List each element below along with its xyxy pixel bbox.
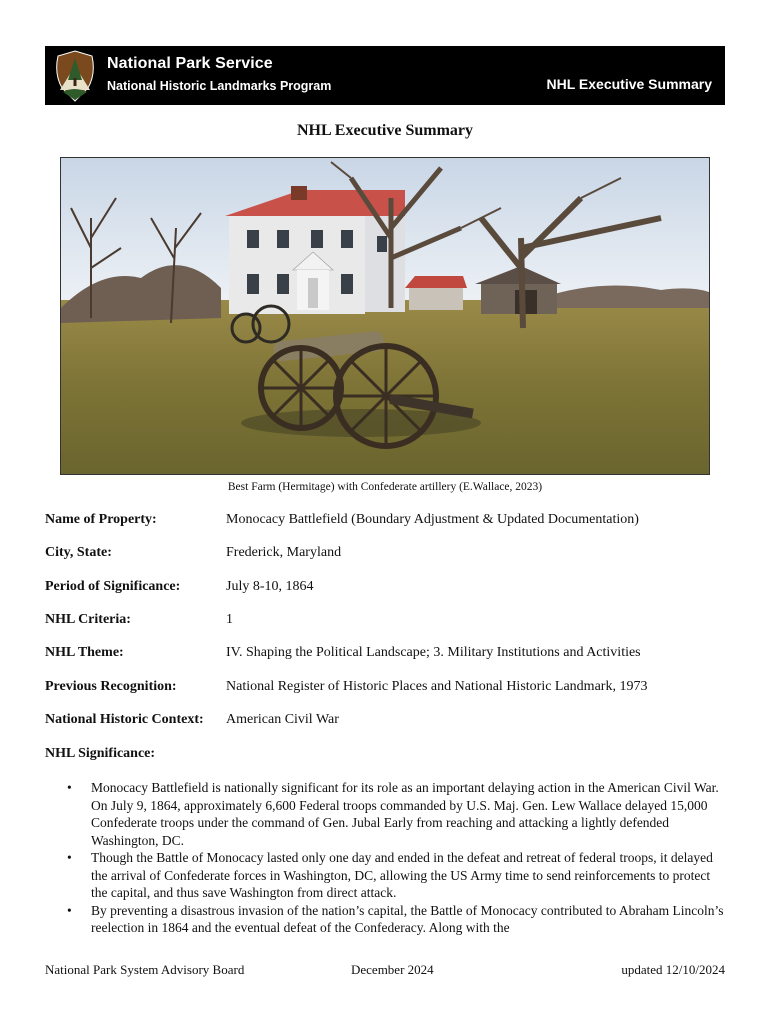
footer-left: National Park System Advisory Board: [45, 962, 245, 977]
list-item: • Though the Battle of Monocacy lasted only one day and ended in the defeat and retreat of federal troops, it delayed the arrival of Confederate forces in Washington, DC, allowing the US Army time to send reinforcements to protect the capital, and thus save Washington from direct attack.: [67, 850, 713, 900]
footer-right: updated 12/10/2024: [621, 962, 725, 977]
field-label: NHL Criteria:: [45, 612, 131, 627]
field-label: Previous Recognition:: [45, 679, 177, 694]
field-label: City, State:: [45, 545, 112, 560]
significance-list: [45, 779, 725, 937]
field-value: July 8-10, 1864: [226, 579, 314, 594]
best-farm-photo: [60, 157, 710, 475]
field-label: Name of Property:: [45, 512, 157, 527]
field-value: American Civil War: [226, 712, 339, 727]
nps-arrowhead-logo-icon: [54, 50, 96, 102]
list-item: • By preventing a disastrous invasion of the nation’s capital, the Battle of Monocacy contributed to Abraham Lincoln’s reelection in 1864 and the eventual defeat of the Confederacy. Along with the: [67, 902, 724, 935]
photo-caption: Best Farm (Hermitage) with Confederate artillery (E.Wallace, 2023): [227, 481, 543, 493]
field-label: National Historic Context:: [45, 712, 204, 727]
agency-name: National Park Service: [107, 55, 273, 72]
significance-heading: NHL Significance:: [45, 746, 156, 761]
field-value: Monocacy Battlefield (Boundary Adjustment & Updated Documentation): [226, 512, 639, 527]
banner-document-title: NHL Executive Summary: [546, 76, 712, 92]
field-label: Period of Significance:: [45, 579, 181, 594]
bullet-icon: •: [67, 902, 72, 918]
field-value: IV. Shaping the Political Landscape; 3. Military Institutions and Activities: [226, 645, 641, 660]
bullet-icon: •: [67, 780, 72, 795]
field-value: 1: [226, 612, 233, 627]
footer-center: December 2024: [351, 962, 434, 977]
field-value: National Register of Historic Places and National Historic Landmark, 1973: [226, 679, 648, 694]
field-value: Frederick, Maryland: [226, 545, 342, 560]
nps-header-banner: [45, 46, 725, 105]
field-label: NHL Theme:: [45, 645, 124, 660]
bullet-icon: •: [67, 850, 72, 865]
page-title: NHL Executive Summary: [297, 122, 473, 139]
list-item: • Monocacy Battlefield is nationally significant for its role as an important delaying action in the American Civil War. On July 9, 1864, approximately 6,600 Federal troops commanded by U.S. Maj. Gen. Lew Wallace delayed 15,000 Confederate troops under the command of Gen. Jubal Early from reaching and attacking a lightly defended Washington, DC.: [67, 780, 719, 848]
program-name: National Historic Landmarks Program: [107, 79, 332, 93]
